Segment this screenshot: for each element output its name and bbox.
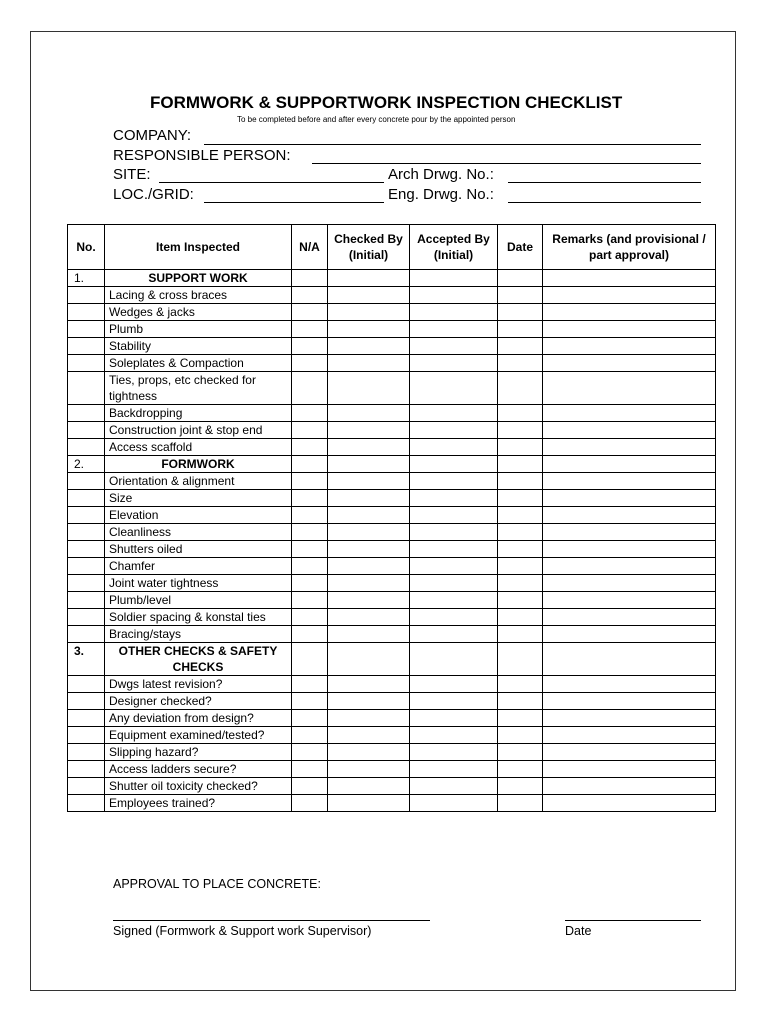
checked-by-cell[interactable] bbox=[328, 626, 410, 643]
col-header-accepted: Accepted By (Initial) bbox=[410, 225, 498, 270]
item-inspected: Soleplates & Compaction bbox=[105, 355, 292, 372]
date-cell[interactable] bbox=[498, 592, 543, 609]
accepted-by-cell[interactable] bbox=[410, 439, 498, 456]
table-row bbox=[68, 541, 716, 558]
date-cell[interactable] bbox=[498, 575, 543, 592]
checked-by-cell[interactable] bbox=[328, 710, 410, 727]
remarks-cell[interactable] bbox=[543, 338, 716, 355]
date-cell[interactable] bbox=[498, 405, 543, 422]
remarks-cell[interactable] bbox=[543, 507, 716, 524]
approval-label: APPROVAL TO PLACE CONCRETE: bbox=[113, 877, 321, 891]
checked-by-cell[interactable] bbox=[328, 287, 410, 304]
table-row bbox=[68, 304, 716, 321]
accepted-by-cell[interactable] bbox=[410, 676, 498, 693]
row-number bbox=[68, 507, 105, 524]
checked-by-cell[interactable] bbox=[328, 490, 410, 507]
checked-by-cell[interactable] bbox=[328, 609, 410, 626]
accepted-by-cell[interactable] bbox=[410, 372, 498, 405]
table-row bbox=[68, 372, 716, 405]
loc-grid-label: LOC./GRID: bbox=[113, 186, 194, 203]
table-row bbox=[68, 761, 716, 778]
date-cell[interactable] bbox=[498, 727, 543, 744]
accepted-by-cell[interactable] bbox=[410, 490, 498, 507]
row-number bbox=[68, 778, 105, 795]
checked-by-cell[interactable] bbox=[328, 422, 410, 439]
remarks-cell[interactable] bbox=[543, 761, 716, 778]
accepted-by-cell[interactable] bbox=[410, 626, 498, 643]
row-number bbox=[68, 422, 105, 439]
na-cell[interactable] bbox=[292, 609, 328, 626]
item-inspected: Slipping hazard? bbox=[105, 744, 292, 761]
item-inspected: Designer checked? bbox=[105, 693, 292, 710]
section-title: FORMWORK bbox=[105, 456, 292, 473]
row-number bbox=[68, 524, 105, 541]
accepted-by-cell[interactable] bbox=[410, 270, 498, 287]
table-row bbox=[68, 710, 716, 727]
row-number bbox=[68, 439, 105, 456]
na-cell[interactable] bbox=[292, 422, 328, 439]
na-cell[interactable] bbox=[292, 693, 328, 710]
remarks-cell[interactable] bbox=[543, 693, 716, 710]
item-inspected: Lacing & cross braces bbox=[105, 287, 292, 304]
eng-drwg-label: Eng. Drwg. No.: bbox=[388, 186, 494, 203]
item-inspected: Cleanliness bbox=[105, 524, 292, 541]
accepted-by-cell[interactable] bbox=[410, 473, 498, 490]
row-number bbox=[68, 575, 105, 592]
date-label: Date bbox=[565, 924, 592, 938]
remarks-cell[interactable] bbox=[543, 490, 716, 507]
row-number bbox=[68, 727, 105, 744]
page-title: FORMWORK & SUPPORTWORK INSPECTION CHECKLIST bbox=[150, 93, 623, 112]
item-inspected: Soldier spacing & konstal ties bbox=[105, 609, 292, 626]
checked-by-cell[interactable] bbox=[328, 558, 410, 575]
checked-by-cell[interactable] bbox=[328, 592, 410, 609]
row-number bbox=[68, 795, 105, 812]
accepted-by-cell[interactable] bbox=[410, 795, 498, 812]
date-cell[interactable] bbox=[498, 626, 543, 643]
item-inspected: Dwgs latest revision? bbox=[105, 676, 292, 693]
remarks-cell[interactable] bbox=[543, 710, 716, 727]
date-cell[interactable] bbox=[498, 372, 543, 405]
arch-drwg-label: Arch Drwg. No.: bbox=[388, 166, 494, 183]
accepted-by-cell[interactable] bbox=[410, 575, 498, 592]
signature-field[interactable] bbox=[113, 920, 430, 921]
row-number: 2. bbox=[68, 456, 105, 473]
remarks-cell[interactable] bbox=[543, 456, 716, 473]
table-row bbox=[68, 727, 716, 744]
date-cell[interactable] bbox=[498, 761, 543, 778]
date-cell[interactable] bbox=[498, 287, 543, 304]
table-header-row bbox=[68, 225, 716, 270]
item-inspected: Shutters oiled bbox=[105, 541, 292, 558]
accepted-by-cell[interactable] bbox=[410, 643, 498, 676]
row-number bbox=[68, 744, 105, 761]
responsible-person-label: RESPONSIBLE PERSON: bbox=[113, 147, 291, 164]
item-inspected: Stability bbox=[105, 338, 292, 355]
item-inspected: Chamfer bbox=[105, 558, 292, 575]
na-cell[interactable] bbox=[292, 405, 328, 422]
table-row bbox=[68, 558, 716, 575]
table-row bbox=[68, 575, 716, 592]
row-number bbox=[68, 338, 105, 355]
na-cell[interactable] bbox=[292, 490, 328, 507]
item-inspected: Equipment examined/tested? bbox=[105, 727, 292, 744]
row-number bbox=[68, 541, 105, 558]
na-cell[interactable] bbox=[292, 287, 328, 304]
remarks-cell[interactable] bbox=[543, 676, 716, 693]
accepted-by-cell[interactable] bbox=[410, 321, 498, 338]
na-cell[interactable] bbox=[292, 456, 328, 473]
na-cell[interactable] bbox=[292, 643, 328, 676]
date-cell[interactable] bbox=[498, 744, 543, 761]
na-cell[interactable] bbox=[292, 541, 328, 558]
section-title: OTHER CHECKS & SAFETY CHECKS bbox=[105, 643, 292, 676]
col-header-na: N/A bbox=[292, 225, 328, 270]
accepted-by-cell[interactable] bbox=[410, 727, 498, 744]
remarks-cell[interactable] bbox=[543, 541, 716, 558]
table-row bbox=[68, 473, 716, 490]
accepted-by-cell[interactable] bbox=[410, 592, 498, 609]
site-label: SITE: bbox=[113, 166, 151, 183]
date-cell[interactable] bbox=[498, 439, 543, 456]
checked-by-cell[interactable] bbox=[328, 524, 410, 541]
checked-by-cell[interactable] bbox=[328, 304, 410, 321]
table-row bbox=[68, 626, 716, 643]
accepted-by-cell[interactable] bbox=[410, 609, 498, 626]
table-row bbox=[68, 609, 716, 626]
remarks-cell[interactable] bbox=[543, 372, 716, 405]
checked-by-cell[interactable] bbox=[328, 321, 410, 338]
table-row bbox=[68, 507, 716, 524]
item-inspected: Bracing/stays bbox=[105, 626, 292, 643]
table-row bbox=[68, 321, 716, 338]
na-cell[interactable] bbox=[292, 778, 328, 795]
item-inspected: Plumb bbox=[105, 321, 292, 338]
checked-by-cell[interactable] bbox=[328, 473, 410, 490]
na-cell[interactable] bbox=[292, 524, 328, 541]
accepted-by-cell[interactable] bbox=[410, 693, 498, 710]
accepted-by-cell[interactable] bbox=[410, 524, 498, 541]
page-subtitle: To be completed before and after every concrete pour by the appointed person bbox=[237, 115, 516, 124]
date-cell[interactable] bbox=[498, 270, 543, 287]
row-number bbox=[68, 355, 105, 372]
na-cell[interactable] bbox=[292, 676, 328, 693]
table-row bbox=[68, 524, 716, 541]
checked-by-cell[interactable] bbox=[328, 778, 410, 795]
remarks-cell[interactable] bbox=[543, 287, 716, 304]
section-row bbox=[68, 456, 716, 473]
na-cell[interactable] bbox=[292, 439, 328, 456]
checked-by-cell[interactable] bbox=[328, 575, 410, 592]
date-cell[interactable] bbox=[498, 490, 543, 507]
date-cell[interactable] bbox=[498, 676, 543, 693]
remarks-cell[interactable] bbox=[543, 524, 716, 541]
date-cell[interactable] bbox=[498, 710, 543, 727]
item-inspected: Plumb/level bbox=[105, 592, 292, 609]
checked-by-cell[interactable] bbox=[328, 270, 410, 287]
item-inspected: Any deviation from design? bbox=[105, 710, 292, 727]
remarks-cell[interactable] bbox=[543, 727, 716, 744]
na-cell[interactable] bbox=[292, 321, 328, 338]
remarks-cell[interactable] bbox=[543, 422, 716, 439]
checked-by-cell[interactable] bbox=[328, 676, 410, 693]
na-cell[interactable] bbox=[292, 575, 328, 592]
checked-by-cell[interactable] bbox=[328, 507, 410, 524]
na-cell[interactable] bbox=[292, 795, 328, 812]
accepted-by-cell[interactable] bbox=[410, 422, 498, 439]
row-number bbox=[68, 592, 105, 609]
remarks-cell[interactable] bbox=[543, 778, 716, 795]
checked-by-cell[interactable] bbox=[328, 456, 410, 473]
eng-drwg-field[interactable] bbox=[508, 202, 701, 203]
date-cell[interactable] bbox=[498, 355, 543, 372]
col-header-no: No. bbox=[68, 225, 105, 270]
row-number bbox=[68, 676, 105, 693]
accepted-by-cell[interactable] bbox=[410, 558, 498, 575]
na-cell[interactable] bbox=[292, 558, 328, 575]
remarks-cell[interactable] bbox=[543, 558, 716, 575]
date-cell[interactable] bbox=[498, 456, 543, 473]
checked-by-cell[interactable] bbox=[328, 541, 410, 558]
remarks-cell[interactable] bbox=[543, 405, 716, 422]
checked-by-cell[interactable] bbox=[328, 693, 410, 710]
remarks-cell[interactable] bbox=[543, 321, 716, 338]
date-cell[interactable] bbox=[498, 795, 543, 812]
remarks-cell[interactable] bbox=[543, 795, 716, 812]
na-cell[interactable] bbox=[292, 270, 328, 287]
item-inspected: Construction joint & stop end bbox=[105, 422, 292, 439]
item-inspected: Elevation bbox=[105, 507, 292, 524]
na-cell[interactable] bbox=[292, 761, 328, 778]
row-number bbox=[68, 473, 105, 490]
accepted-by-cell[interactable] bbox=[410, 355, 498, 372]
table-row bbox=[68, 439, 716, 456]
na-cell[interactable] bbox=[292, 626, 328, 643]
table-row bbox=[68, 795, 716, 812]
remarks-cell[interactable] bbox=[543, 592, 716, 609]
checked-by-cell[interactable] bbox=[328, 372, 410, 405]
checked-by-cell[interactable] bbox=[328, 338, 410, 355]
checked-by-cell[interactable] bbox=[328, 439, 410, 456]
na-cell[interactable] bbox=[292, 744, 328, 761]
table-row bbox=[68, 355, 716, 372]
table-row bbox=[68, 592, 716, 609]
date-cell[interactable] bbox=[498, 558, 543, 575]
remarks-cell[interactable] bbox=[543, 609, 716, 626]
accepted-by-cell[interactable] bbox=[410, 507, 498, 524]
remarks-cell[interactable] bbox=[543, 439, 716, 456]
date-cell[interactable] bbox=[498, 304, 543, 321]
row-number bbox=[68, 609, 105, 626]
arch-drwg-field[interactable] bbox=[508, 182, 701, 183]
row-number bbox=[68, 693, 105, 710]
checked-by-cell[interactable] bbox=[328, 761, 410, 778]
accepted-by-cell[interactable] bbox=[410, 456, 498, 473]
date-cell[interactable] bbox=[498, 422, 543, 439]
table-row bbox=[68, 693, 716, 710]
table-row bbox=[68, 287, 716, 304]
item-inspected: Access scaffold bbox=[105, 439, 292, 456]
table-row bbox=[68, 405, 716, 422]
accepted-by-cell[interactable] bbox=[410, 761, 498, 778]
site-field[interactable] bbox=[159, 182, 384, 183]
row-number bbox=[68, 558, 105, 575]
item-inspected: Ties, props, etc checked for tightness bbox=[105, 372, 292, 405]
remarks-cell[interactable] bbox=[543, 626, 716, 643]
section-row bbox=[68, 643, 716, 676]
checked-by-cell[interactable] bbox=[328, 643, 410, 676]
item-inspected: Access ladders secure? bbox=[105, 761, 292, 778]
remarks-cell[interactable] bbox=[543, 473, 716, 490]
signature-label: Signed (Formwork & Support work Supervisor) bbox=[113, 924, 372, 938]
remarks-cell[interactable] bbox=[543, 575, 716, 592]
item-inspected: Shutter oil toxicity checked? bbox=[105, 778, 292, 795]
na-cell[interactable] bbox=[292, 304, 328, 321]
checked-by-cell[interactable] bbox=[328, 795, 410, 812]
accepted-by-cell[interactable] bbox=[410, 405, 498, 422]
date-cell[interactable] bbox=[498, 643, 543, 676]
company-field[interactable] bbox=[204, 144, 701, 145]
checked-by-cell[interactable] bbox=[328, 355, 410, 372]
date-cell[interactable] bbox=[498, 338, 543, 355]
na-cell[interactable] bbox=[292, 710, 328, 727]
section-row bbox=[68, 270, 716, 287]
row-number bbox=[68, 321, 105, 338]
accepted-by-cell[interactable] bbox=[410, 338, 498, 355]
na-cell[interactable] bbox=[292, 507, 328, 524]
remarks-cell[interactable] bbox=[543, 643, 716, 676]
na-cell[interactable] bbox=[292, 355, 328, 372]
accepted-by-cell[interactable] bbox=[410, 287, 498, 304]
remarks-cell[interactable] bbox=[543, 355, 716, 372]
na-cell[interactable] bbox=[292, 473, 328, 490]
date-cell[interactable] bbox=[498, 541, 543, 558]
table-row bbox=[68, 744, 716, 761]
accepted-by-cell[interactable] bbox=[410, 304, 498, 321]
row-number bbox=[68, 626, 105, 643]
responsible-person-field[interactable] bbox=[312, 163, 701, 164]
row-number bbox=[68, 287, 105, 304]
remarks-cell[interactable] bbox=[543, 270, 716, 287]
table-row bbox=[68, 676, 716, 693]
remarks-cell[interactable] bbox=[543, 744, 716, 761]
col-header-remarks: Remarks (and provisional / part approval) bbox=[543, 225, 716, 270]
accepted-by-cell[interactable] bbox=[410, 710, 498, 727]
remarks-cell[interactable] bbox=[543, 304, 716, 321]
inspection-table bbox=[67, 224, 716, 812]
date-cell[interactable] bbox=[498, 524, 543, 541]
checked-by-cell[interactable] bbox=[328, 744, 410, 761]
checked-by-cell[interactable] bbox=[328, 405, 410, 422]
na-cell[interactable] bbox=[292, 727, 328, 744]
item-inspected: Orientation & alignment bbox=[105, 473, 292, 490]
date-cell[interactable] bbox=[498, 778, 543, 795]
signature-date-field[interactable] bbox=[565, 920, 701, 921]
row-number bbox=[68, 304, 105, 321]
row-number bbox=[68, 490, 105, 507]
accepted-by-cell[interactable] bbox=[410, 744, 498, 761]
na-cell[interactable] bbox=[292, 372, 328, 405]
na-cell[interactable] bbox=[292, 338, 328, 355]
table-row bbox=[68, 778, 716, 795]
accepted-by-cell[interactable] bbox=[410, 778, 498, 795]
table-row bbox=[68, 490, 716, 507]
accepted-by-cell[interactable] bbox=[410, 541, 498, 558]
item-inspected: Wedges & jacks bbox=[105, 304, 292, 321]
row-number: 1. bbox=[68, 270, 105, 287]
date-cell[interactable] bbox=[498, 473, 543, 490]
row-number bbox=[68, 761, 105, 778]
col-header-item: Item Inspected bbox=[105, 225, 292, 270]
date-cell[interactable] bbox=[498, 609, 543, 626]
item-inspected: Joint water tightness bbox=[105, 575, 292, 592]
na-cell[interactable] bbox=[292, 592, 328, 609]
item-inspected: Employees trained? bbox=[105, 795, 292, 812]
section-title: SUPPORT WORK bbox=[105, 270, 292, 287]
company-label: COMPANY: bbox=[113, 127, 192, 144]
table-row bbox=[68, 422, 716, 439]
date-cell[interactable] bbox=[498, 507, 543, 524]
checked-by-cell[interactable] bbox=[328, 727, 410, 744]
loc-grid-field[interactable] bbox=[204, 202, 384, 203]
col-header-checked: Checked By (Initial) bbox=[328, 225, 410, 270]
date-cell[interactable] bbox=[498, 321, 543, 338]
date-cell[interactable] bbox=[498, 693, 543, 710]
item-inspected: Backdropping bbox=[105, 405, 292, 422]
row-number bbox=[68, 710, 105, 727]
table-row bbox=[68, 338, 716, 355]
row-number: 3. bbox=[68, 643, 105, 676]
col-header-date: Date bbox=[498, 225, 543, 270]
row-number bbox=[68, 405, 105, 422]
row-number bbox=[68, 372, 105, 405]
item-inspected: Size bbox=[105, 490, 292, 507]
